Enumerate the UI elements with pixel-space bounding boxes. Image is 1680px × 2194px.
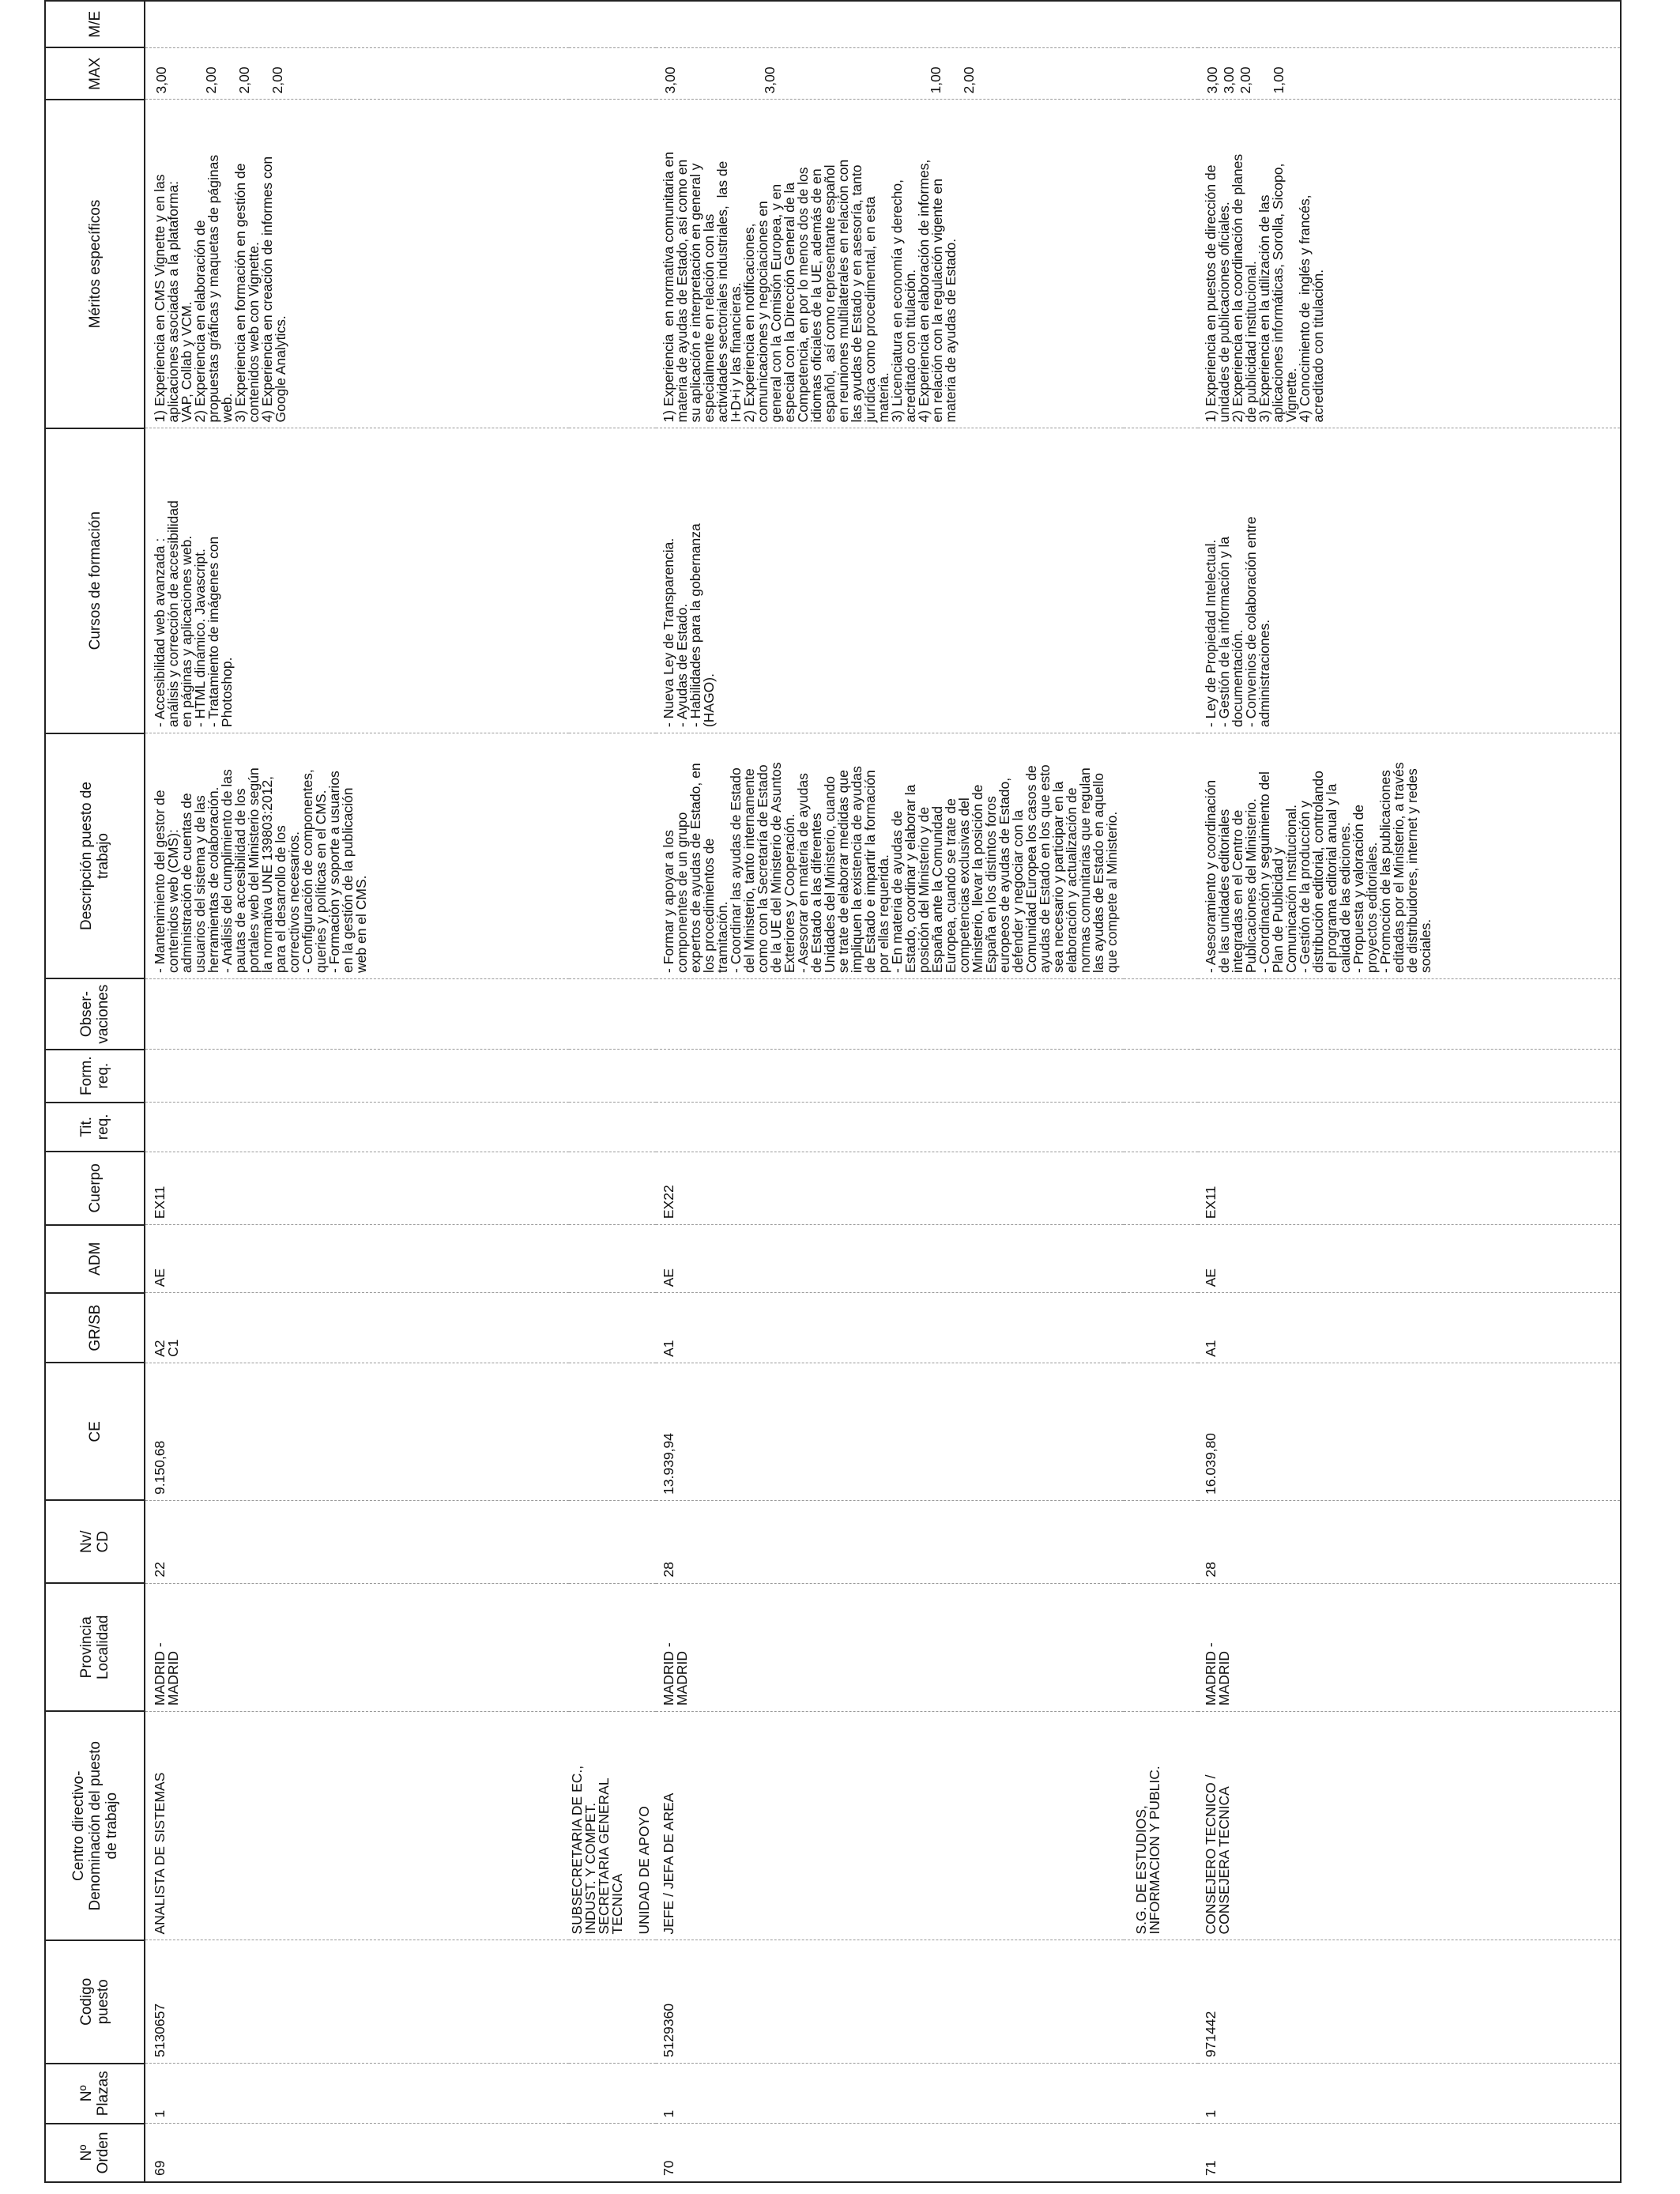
cell-unidad: [1124, 1711, 1198, 1940]
table-header-row: [45, 1, 145, 2182]
cell-puesto: ANALISTA DE SISTEMAS: [145, 1711, 569, 1940]
header-meritos: Méritos específicos: [45, 100, 145, 428]
cell-grupo: A1: [656, 1293, 1124, 1363]
header-tit: Tit. req.: [45, 1103, 145, 1152]
cell-provincia: MADRID - MADRID: [1198, 1583, 1621, 1711]
cell-orden: 69: [145, 2124, 569, 2182]
cell-adm: AE: [145, 1225, 569, 1293]
cell-cursos: - Ley de Propiedad Intelectual. - Gestión de la información y la documentación. - Convenios de colaboración entre administraciones.: [1198, 428, 1621, 733]
cell-obs: [656, 979, 1124, 1050]
cell-descripcion: - Formar y apoyar a los componentes de un grupo expertos de ayudas de Estado, en los procedimientos de tramitación. - Coordinar las ayudas de Estado del Ministerio, tanto internamente como con la Secretaría de Estado de la UE del Ministerio de Asuntos Exteriores y Cooperación. - Asesorar en materia de ayudas de Estado a las diferentes Unidades del Ministerio, cuando se trate de elaborar medidas que impliquen la existencia de ayudas de Estado e impartir la formación por ellas requerida. - En materia de ayudas de Estado, coordinar y elaborar la posición del Ministerio y de España ante la Comunidad Europea, cuando se trate de competencias exclusivas del Ministerio, llevar la posición de España en los distintos foros europeos de ayudas de Estado, defender y negociar con la Comunidad Europea los casos de ayudas de Estado en los que esto sea necesario y participar en la elaboración y actualización de normas comunitarias que regulan las ayudas de Estado en aquello que compete al Ministerio.: [656, 733, 1124, 979]
cell-adm: AE: [656, 1225, 1124, 1293]
cell-form: [145, 1050, 569, 1103]
header-grupo: GR/SB: [45, 1293, 145, 1363]
header-cursos: Cursos de formación: [45, 428, 145, 733]
cell-plazas: 1: [145, 2064, 569, 2124]
subunit-title: UNIDAD DE APOYO: [636, 1806, 652, 1935]
cell-puesto: JEFE / JEFA DE AREA: [656, 1711, 1124, 1940]
cell-ce: 9.150,68: [145, 1363, 569, 1500]
cell-tit: [145, 1103, 569, 1152]
header-adm: ADM: [45, 1225, 145, 1293]
header-cuerpo: Cuerpo: [45, 1152, 145, 1225]
cell-meritos: 1) Experiencia en CMS Vignette y en las aplicaciones asociadas a la plataforma: VAP, Collab y VCM. 2) Experiencia en elaboración de propuestas gráficas y maquetas de páginas web. 3) Experiencia en formación en gestión de contenidos web con Vignette. 4) Experiencia en creación de informes con Google Analytics.: [145, 100, 569, 428]
cell-cuerpo: EX22: [656, 1152, 1124, 1225]
cell-codigo: 5130657: [145, 1940, 569, 2064]
header-descripcion: Descripción puesto de trabajo: [45, 733, 145, 979]
cell-me: [1198, 1, 1621, 47]
cell-form: [1198, 1050, 1621, 1103]
cell-max: 3,00 3,00 2,00 1,00: [1198, 47, 1621, 100]
cell-max: 3,00 2,00 2,00 2,00: [145, 47, 569, 100]
header-orden: Nº Orden: [45, 2124, 145, 2182]
header-plazas: Nº Plazas: [45, 2064, 145, 2124]
cell-orden: 70: [656, 2124, 1124, 2182]
cell-plazas: 1: [656, 2064, 1124, 2124]
cell-provincia: MADRID - MADRID: [145, 1583, 569, 1711]
cell-descripcion: - Asesoramiento y coordinación de las unidades editoriales integradas en el Centro de Publicaciones del Ministerio. - Coordinación y seguimiento del Plan de Publicidad y Comunicación Institucional. - Gestión de la producción y distribución editorial, controlando el programa editorial anual y la calidad de las ediciones. - Propuesta y valoración de proyectos editoriales. - Promoción de las publicaciones editadas por el Ministerio, a través de distribuidores, internet y redes sociales.: [1198, 733, 1621, 979]
cell-cuerpo: EX11: [145, 1152, 569, 1225]
cell-tit: [1198, 1103, 1621, 1152]
unit-title: S.G. DE ESTUDIOS, INFORMACION Y PUBLIC.: [1133, 1766, 1162, 1935]
header-provincia: Provincia Localidad: [45, 1583, 145, 1711]
cell-grupo: A1: [1198, 1293, 1621, 1363]
cell-codigo: 5129360: [656, 1940, 1124, 2064]
header-form: Form. req.: [45, 1050, 145, 1103]
job-positions-table: [44, 0, 1622, 2183]
cell-puesto: CONSEJERO TECNICO / CONSEJERA TECNICA: [1198, 1711, 1621, 1940]
cell-meritos: 1) Experiencia en normativa comunitaria en materia de ayudas de Estado, así como en su aplicación e interpretación en general y especialmente en relación con las actividades sectoriales industriales, las de I+D+i y las financieras. 2) Experiencia en notificaciones, comunicaciones y negociaciones en general con la Comisión Europea, y en especial con la Dirección General de la Competencia, en por lo menos dos de los idiomas oficiales de la UE, además de en español, así como representante español en reuniones multilaterales en relación con las ayudas de Estado y en asesoría, tanto jurídica como procedimental, en esta materia. 3) Licenciatura en economía y derecho, acreditado con titulación. 4) Experiencia en elaboración de informes, en relación con la regulación vigente en materia de ayudas de Estado.: [656, 100, 1124, 428]
header-codigo: Codigo puesto: [45, 1940, 145, 2064]
cell-meritos: 1) Experiencia en puestos de dirección de unidades de publicaciones oficiales. 2) Experiencia en la coordinación de planes de publicidad institucional. 3) Experiencia en la utilización de las aplicaciones informáticas, Sorolla, Sicopo, Vignette. 4) Conocimiento de inglés y francés, acreditado con titulación.: [1198, 100, 1621, 428]
unit-row: [1124, 1, 1198, 2182]
cell-provincia: MADRID - MADRID: [656, 1583, 1124, 1711]
header-max: MAX: [45, 47, 145, 100]
table-row: [656, 1, 1124, 2182]
header-nivel: Nv/ CD: [45, 1500, 145, 1583]
cell-nivel: 28: [1198, 1500, 1621, 1583]
cell-obs: [145, 979, 569, 1050]
cell-adm: AE: [1198, 1225, 1621, 1293]
cell-obs: [1198, 979, 1621, 1050]
cell-nivel: 28: [656, 1500, 1124, 1583]
cell-me: [145, 1, 569, 47]
cell-me: [656, 1, 1124, 47]
unit-row: [569, 1, 656, 2182]
cell-nivel: 22: [145, 1500, 569, 1583]
cell-orden: 71: [1198, 2124, 1621, 2182]
cell-unidad: [569, 1711, 656, 1940]
header-centro: Centro directivo- Denominación del puesto de trabajo: [45, 1711, 145, 1940]
cell-form: [656, 1050, 1124, 1103]
cell-ce: 13.939,94: [656, 1363, 1124, 1500]
cell-ce: 16.039,80: [1198, 1363, 1621, 1500]
cell-max: 3,00 3,00 1,00 2,00: [656, 47, 1124, 100]
cell-tit: [656, 1103, 1124, 1152]
cell-descripcion: - Mantenimiento del gestor de contenidos web (CMS): administración de cuentas de usuarios del sistema y de las herramientas de colaboración. - Análisis del cumplimiento de las pautas de accesibilidad de los portales web del Ministerio según la normativa UNE 139803:2012, para el desarrollo de los correctivos necesarios. - Configuración de componentes, queries y políticas en el CMS. - Formación y soporte a usuarios en la gestión de la publicación web en el CMS.: [145, 733, 569, 979]
cell-cuerpo: EX11: [1198, 1152, 1621, 1225]
cell-cursos: - Nueva Ley de Transparencia. - Ayudas de Estado. - Habilidades para la gobernanza (HAGO).: [656, 428, 1124, 733]
header-me: M/E: [45, 1, 145, 47]
cell-grupo: A2 C1: [145, 1293, 569, 1363]
table-row: [1198, 1, 1621, 2182]
cell-cursos: - Accesibilidad web avanzada : análisis y corrección de accesibilidad en páginas y aplicaciones web. - HTML dinámico. Javascript. - Tratamiento de imágenes con Photoshop.: [145, 428, 569, 733]
unit-title: SUBSECRETARIA DE EC., INDUST. Y COMPET. SECRETARIA GENERAL TECNICA: [569, 1765, 625, 1935]
cell-plazas: 1: [1198, 2064, 1621, 2124]
cell-codigo: 971442: [1198, 1940, 1621, 2064]
header-ce: CE: [45, 1363, 145, 1500]
table-row: [145, 1, 569, 2182]
header-obs: Obser- vaciones: [45, 979, 145, 1050]
